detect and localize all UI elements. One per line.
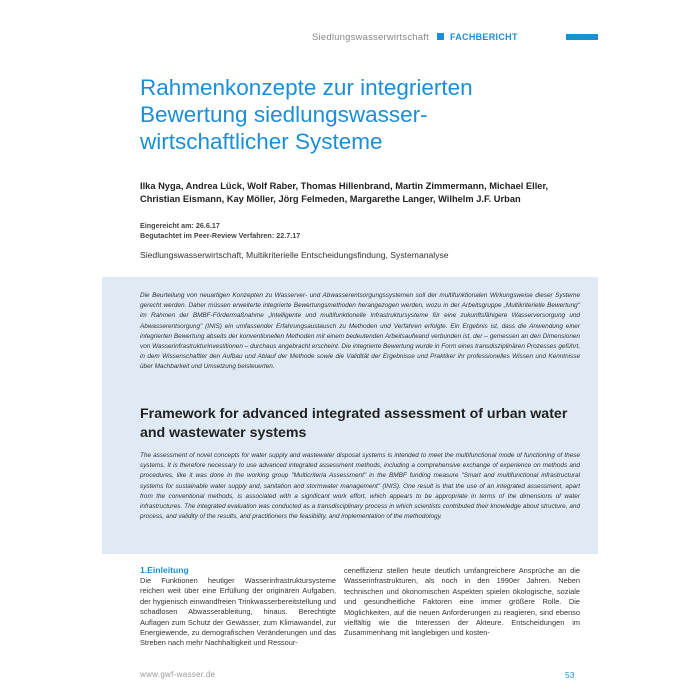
abstract-english: The assessment of novel concepts for water supply and wastewater disposal systems is intended to meet the multifunctional mode of functioning of these systems. It is therefore necessary to use advanced integrated assessment methods, including a comprehensive exchange of experience on methods and procedures, like it was done in the working group "Multicriteria Assessment" in the BMBF funding measure "Smart and multifunctional infrastructural systems for sustainable water supply and, sanitation and stormwater management" (INIS). One result is that the use of an integrated assessment, apart from the conventional methods, is associated with a significant work effort, which appears to be appropriate in terms of the dimensions of water infrastructures. The integrated evaluation was conducted as a transdisciplinary process in which scientists contributed their knowledge about structure, and process, and validity of the results, and practitioners the feasibility, and implementation of the methodology. [140,452,580,521]
body-column-left [140,565,336,649]
header-category: FACHBERICHT [449,32,518,42]
header-section: Siedlungswasserwirtschaft [312,32,429,43]
reviewed-date: Begutachtet im Peer-Review Verfahren: 22.7.17 [140,231,301,240]
submitted-date: Eingereicht am: 26.6.17 [140,221,220,230]
footer-url[interactable]: www.gwf-wasser.de [140,670,216,679]
english-title: Framework for advanced integrated assessment of urban water and wastewater systems [140,406,568,441]
body-text-left: Die Funktionen heutiger Wasserinfrastruktursysteme reichen weit über eine Erfüllung der originären Aufgaben, der hygienisch einwandfreien Trinkwasserbereitstellung und schadlosen Abwasserableitung, hinaus. Berechtigte Auflagen zum Schutz der Gewässer, zum Klimawandel, zur Energiewende, zu demografischen Veränderungen und das Streben nach mehr Nachhaltigkeit und Ressour- [140,576,336,648]
running-header [312,32,518,43]
abstract-german: Die Beurteilung von neuartigen Konzepten zu Wasserver- und Abwasserentsorgungssystemen soll der multifunktionalen Wirkungsweise dieser Systeme gerecht werden. Daher müssen erweiterte integrierte Bewertungsmethoden herangezogen werden, wozu in der Arbeitsgruppe „Multikriterielle Bewertung" im Rahmen der BMBF-Fördermaßnahme „Intelligente und multifunktionelle Infrastruktursysteme für eine zukunftsfähigere Wasserversorgung und Abwasserentsorgung" (INIS) ein umfassender Erfahrungsaustausch zu Methoden und Verfahren erfolgte. Ein Ergebnis ist, dass die Anwendung einer integrierten Bewertung abseits der konventionellen Methoden mit einem bedeutenden Arbeitsaufwand verbunden ist, der – gemessen an den Dimensionen von Wasserinfrastrukturinvestitionen – durchaus angebracht erscheint. Die integrierte Bewertung wurde in Form eines transdisziplinären Prozesses geführt, in dem Wissenschaftler den Aufbau und Ablauf der Methode sowie die Validität der Ergebnisse und Praktiker ihr professionelles Wissen und Kenntnisse über Machbarkeit und Umsetzung beisteuerten. [140,292,580,371]
header-accent-bar [566,34,598,40]
review-dates [140,221,300,241]
page-number: 53 [565,670,575,680]
body-text-right: ceneffizienz stellen heute deutlich umfangreichere Ansprüche an die Wasserinfrastrukturen, als noch in den 1990er Jahren. Neben technischen und ökonomischen Aspekten spielen ökologische, soziale und gesundheitliche Faktoren eine immer größere Rolle. Die Möglichkeiten, auf die neuen Anforderungen zu reagieren, sind ebenso vielfältig wie die Interessen der Akteure. Entscheidungen im Zusammenhang mit langlebigen und kosten- [344,566,580,638]
header-square-marker [437,33,444,40]
body-column-right [344,566,580,639]
author-list: Ilka Nyga, Andrea Lück, Wolf Raber, Thomas Hillenbrand, Martin Zimmermann, Michael Eller, Christian Eismann, Kay Möller, Jörg Felmeden, Margarethe Langer, Wilhelm J.F. Urban [140,181,549,204]
section-heading: 1.Einleitung [140,565,189,575]
article-title: Rahmenkonzepte zur integrierten Bewertung siedlungswasser-wirtschaftlicher Systeme [140,75,473,154]
keywords: Siedlungswasserwirtschaft, Multikriterielle Entscheidungsfindung, Systemanalyse [140,250,449,260]
